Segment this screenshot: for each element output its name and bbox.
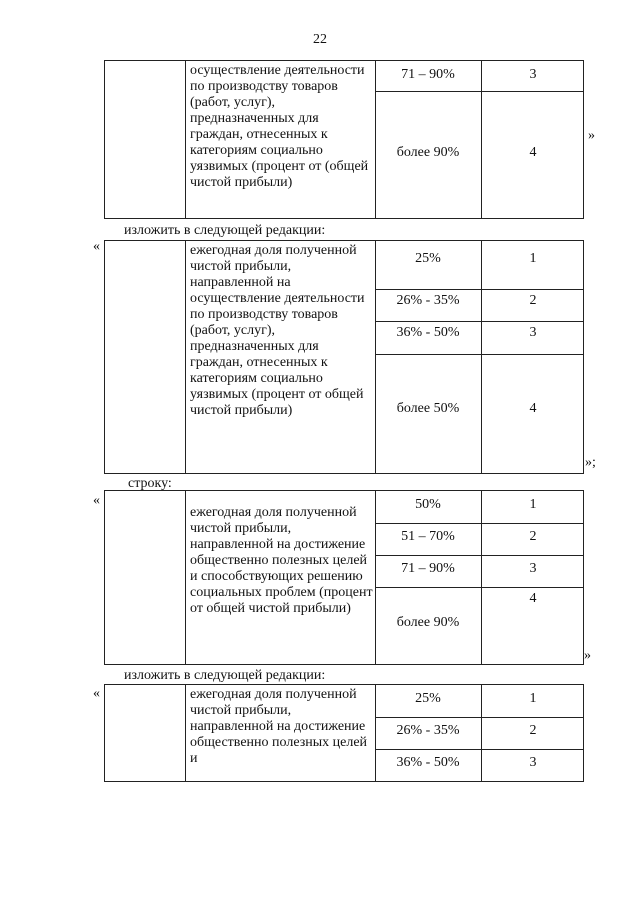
table-block-2 <box>104 240 584 474</box>
range-cell: 50% <box>415 497 441 512</box>
score-cell: 3 <box>529 67 537 82</box>
range-cell: 51 – 70% <box>401 529 455 544</box>
range-cell: 36% - 50% <box>396 325 460 340</box>
score-cell: 1 <box>529 497 537 512</box>
score-cell: 4 <box>529 591 537 606</box>
range-cell: 25% <box>415 251 441 266</box>
table-block-1 <box>104 60 584 219</box>
score-cell: 4 <box>529 145 537 160</box>
range-cell: более 90% <box>396 145 460 160</box>
score-cell: 1 <box>529 251 537 266</box>
score-cell: 3 <box>529 755 537 770</box>
amendment-note: строку: <box>128 476 172 491</box>
criterion-description: ежегодная доля полученной чистой прибыли, направленной на достижение общественно полезных целей и способствующих решению социальных проблем (процент от общей чистой прибыли) <box>190 505 373 616</box>
table-block-3 <box>104 490 584 665</box>
criterion-description: ежегодная доля полученной чистой прибыли, направленной на осуществление деятельности по производству товаров (работ, услуг), предназначенных для граждан, отнесенных к категориям социально уязвимых (процент от общей чистой прибыли) <box>190 243 365 418</box>
range-cell: 26% - 35% <box>396 293 460 308</box>
criterion-description: ежегодная доля полученной чистой прибыли, направленной на достижение общественно полезных целей и <box>190 687 368 766</box>
score-cell: 1 <box>529 691 537 706</box>
closing-quote: » <box>588 128 595 143</box>
criterion-description: осуществление деятельности по производству товаров (работ, услуг), предназначенных для граждан, отнесенных к категориям социально уязвимых (процент от (общей чистой прибыли) <box>190 63 369 190</box>
range-cell: более 90% <box>396 615 460 630</box>
opening-quote: « <box>93 493 100 508</box>
opening-quote: « <box>93 239 100 254</box>
range-cell: 26% - 35% <box>396 723 460 738</box>
closing-quote: »; <box>585 455 596 470</box>
amendment-note: изложить в следующей редакции: <box>124 668 326 683</box>
closing-quote: » <box>584 648 591 663</box>
table-block-4 <box>104 684 584 782</box>
page-number: 22 <box>313 32 327 47</box>
score-cell: 2 <box>529 723 537 738</box>
range-cell: более 50% <box>396 401 460 416</box>
range-cell: 71 – 90% <box>401 561 455 576</box>
score-cell: 2 <box>529 529 537 544</box>
score-cell: 2 <box>529 293 537 308</box>
amendment-note: изложить в следующей редакции: <box>124 223 326 238</box>
score-cell: 4 <box>529 401 537 416</box>
score-cell: 3 <box>529 325 537 340</box>
range-cell: 36% - 50% <box>396 755 460 770</box>
score-cell: 3 <box>529 561 537 576</box>
range-cell: 71 – 90% <box>401 67 455 82</box>
opening-quote: « <box>93 686 100 701</box>
range-cell: 25% <box>415 691 441 706</box>
